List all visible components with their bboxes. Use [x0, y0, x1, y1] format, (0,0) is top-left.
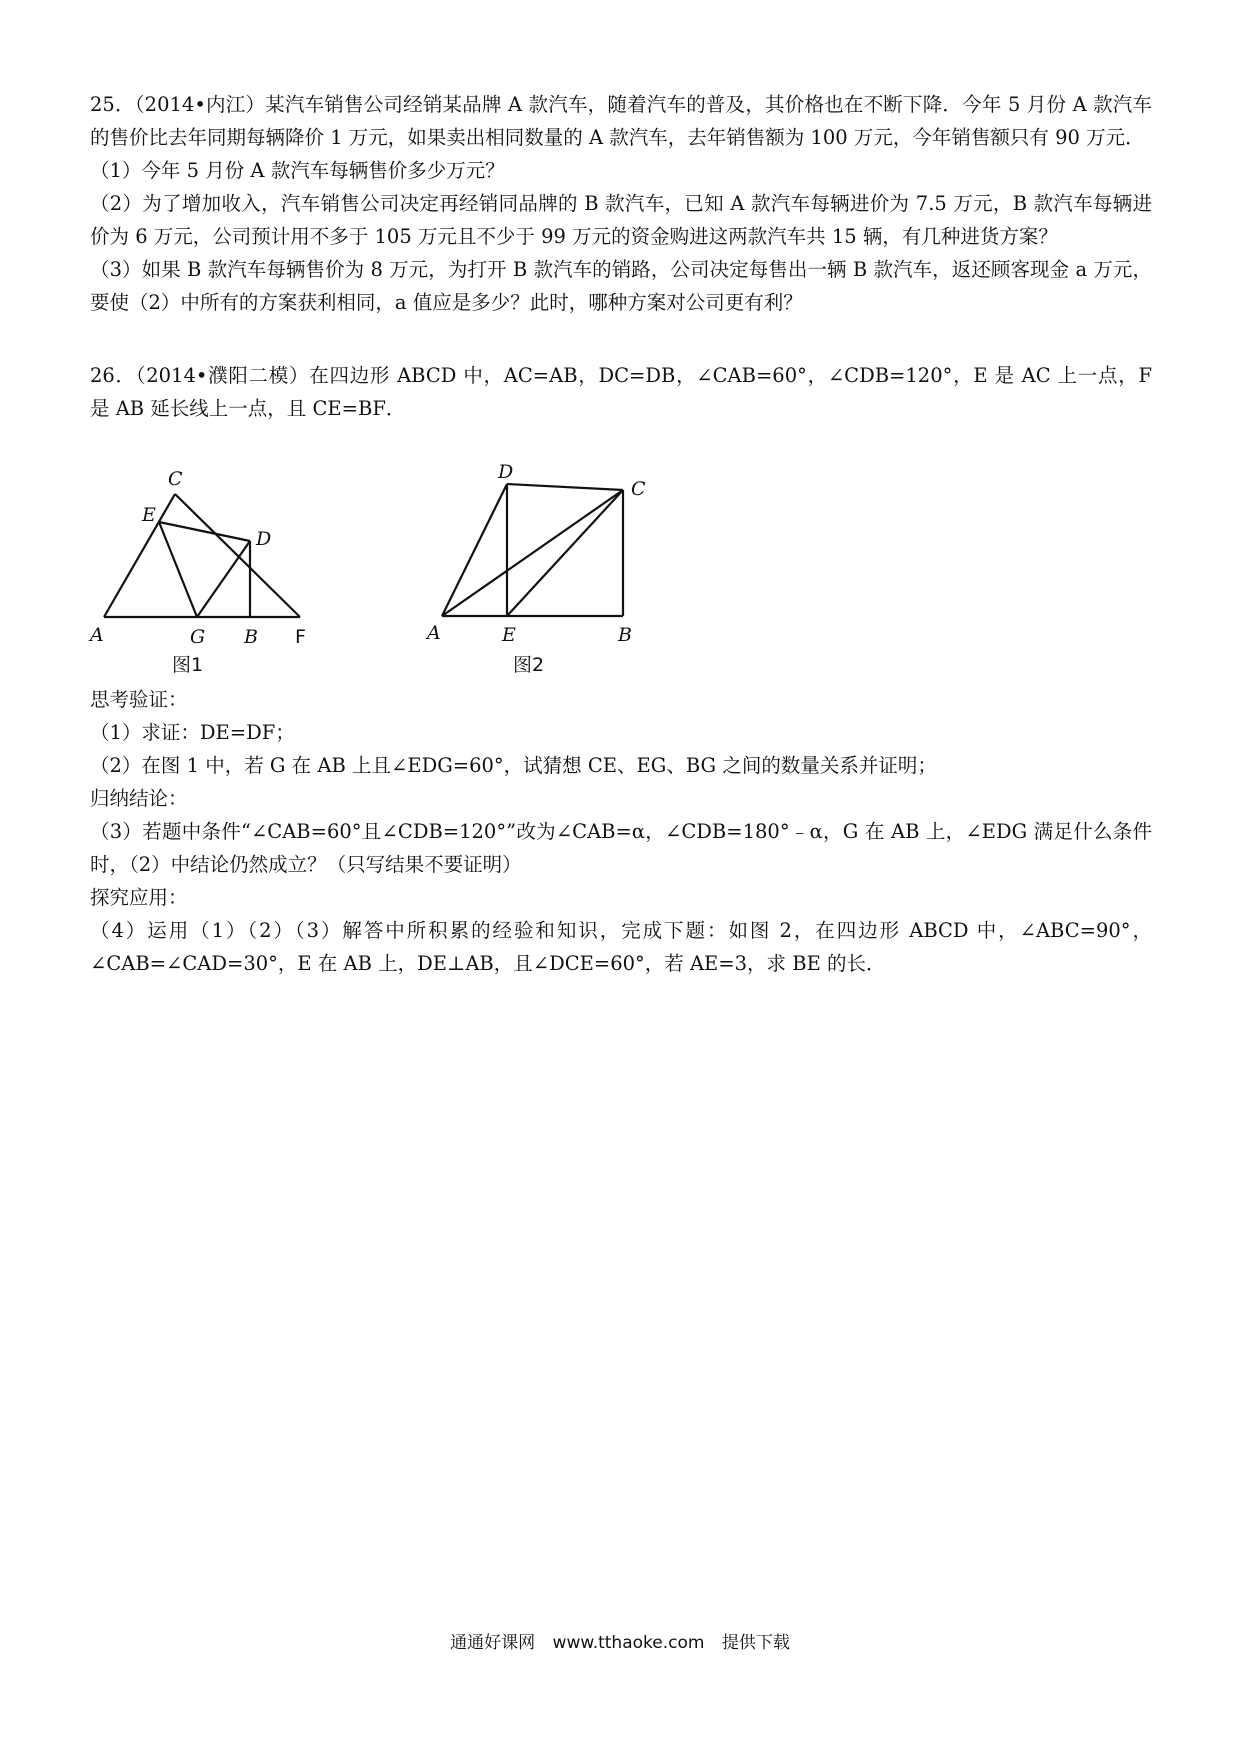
fig2-label-c: C [631, 478, 646, 500]
section-conclusion: 归纳结论： [90, 787, 188, 810]
footer-site-name: 通通好课网 [450, 1633, 536, 1653]
figures [90, 433, 1152, 683]
figure-2-caption: 图2 [513, 654, 545, 676]
figure-1-diagram [90, 433, 330, 676]
question-26-part-4: （4）运用（1）（2）（3）解答中所积累的经验和知识，完成下题：如图 2，在四边形 ABCD 中，∠ABC=90°，∠CAB=∠CAD=30°，E 在 AB 上，DE⊥AB，且∠DCE=60°，若 AE=3，求 BE 的长． [90, 919, 1152, 975]
footer-suffix: 提供下载 [721, 1633, 790, 1653]
question-25-header: 25．（2014•内江）某汽车销售公司经销某品牌 A 款汽车，随着汽车的普及，其价格也在不断下降．今年 5 月份 A 款汽车的售价比去年同期每辆降价 1 万元，如果卖出相同数量的 A 款汽车，去年销售额为 100 万元，今年销售额只有 90 万元． [90, 93, 1152, 149]
fig1-label-g: G [190, 626, 206, 648]
fig1-label-e: E [142, 504, 156, 526]
question-25-part-1: （1）今年 5 月份 A 款汽车每辆售价多少万元？ [90, 159, 505, 182]
figure-2-diagram [425, 433, 665, 676]
question-26-part-2: （2）在图 1 中，若 G 在 AB 上且∠EDG=60°，试猜想 CE、EG、BG 之间的数量关系并证明； [90, 754, 937, 777]
question-26-part-3: （3）若题中条件“∠CAB=60°且∠CDB=120°”改为∠CAB=α，∠CDB=180°﹣α，G 在 AB 上，∠EDG 满足什么条件时，（2）中结论仍然成立？（只写结果不要证明） [90, 820, 1152, 876]
figure-1 [90, 433, 330, 677]
question-26 [90, 359, 1152, 980]
fig1-label-c: C [168, 468, 183, 490]
question-26-header: 26．（2014•濮阳二模）在四边形 ABCD 中，AC=AB，DC=DB，∠CAB=60°，∠CDB=120°，E 是 AC 上一点，F 是 AB 延长线上一点，且 CE=BF． [90, 364, 1152, 420]
fig2-label-d: D [498, 461, 514, 483]
figure-1-caption: 图1 [172, 654, 204, 676]
question-26-part-1: （1）求证：DE=DF； [90, 721, 295, 744]
question-25-part-2: （2）为了增加收入，汽车销售公司决定再经销同品牌的 B 款汽车，已知 A 款汽车每辆进价为 7.5 万元，B 款汽车每辆进价为 6 万元，公司预计用不多于 105 万元且不少于 99 万元的资金购进这两款汽车共 15 辆，有几种进货方案？ [90, 192, 1152, 248]
fig1-label-a: A [90, 624, 104, 646]
fig2-label-e: E [502, 624, 516, 646]
question-25-part-3: （3）如果 B 款汽车每辆售价为 8 万元，为打开 B 款汽车的销路，公司决定每售出一辆 B 款汽车，返还顾客现金 a 万元，要使（2）中所有的方案获利相同，a 值应是多少？此时，哪种方案对公司更有利？ [90, 258, 1152, 314]
page-footer [0, 1628, 1240, 1653]
fig1-label-d: D [256, 528, 272, 550]
section-thinking-verification: 思考验证： [90, 688, 188, 711]
fig2-label-a: A [427, 622, 441, 644]
fig1-label-b: B [244, 626, 258, 648]
fig1-label-f: F [295, 626, 306, 648]
question-25 [90, 88, 1152, 319]
section-application: 探究应用： [90, 886, 188, 909]
figure-2 [425, 433, 665, 677]
fig2-label-b: B [618, 624, 632, 646]
footer-url[interactable]: www.tthaoke.com [552, 1633, 705, 1653]
document-page [90, 88, 1152, 980]
